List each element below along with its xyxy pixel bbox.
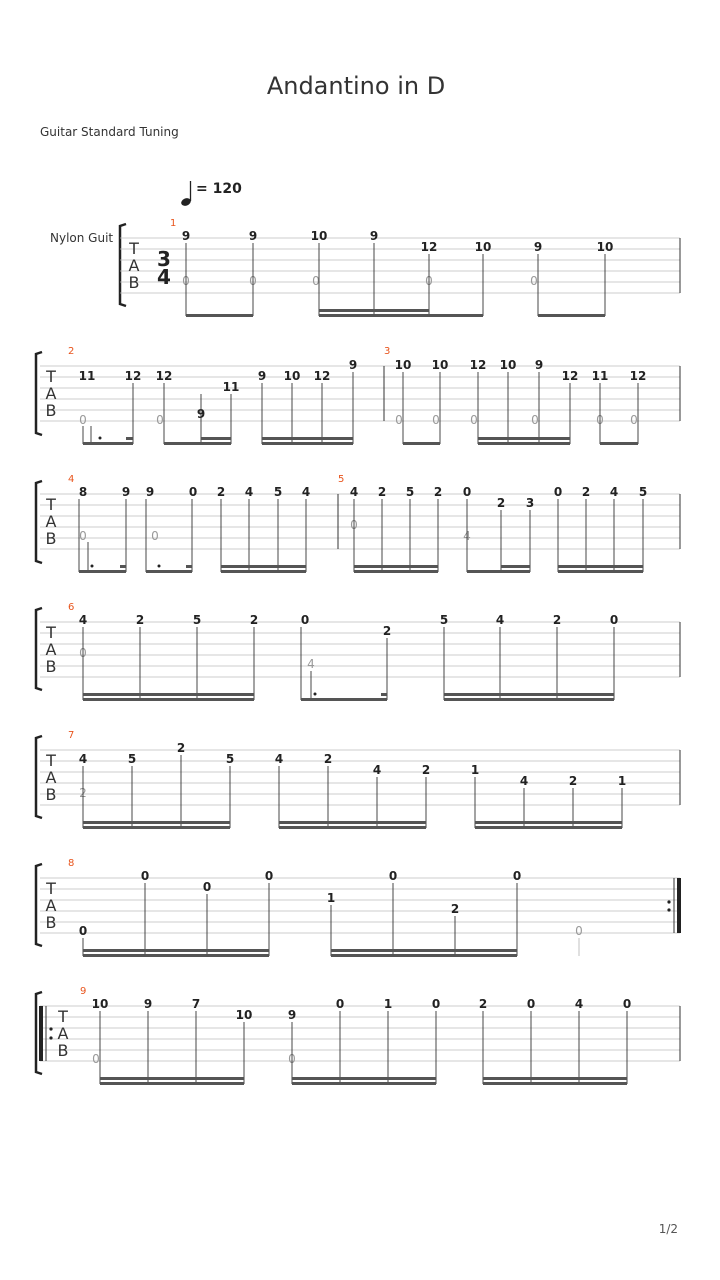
tab-letter-b: B [45, 657, 57, 676]
fret-number: 0 [78, 924, 88, 938]
tuning-label: Guitar Standard Tuning [40, 125, 179, 139]
fret-number: 10 [596, 240, 614, 254]
fret-number: 10 [474, 240, 492, 254]
fret-number: 0 [312, 274, 320, 288]
fret-number: 0 [622, 997, 632, 1011]
staff-lines [40, 622, 680, 677]
tab-letter-b: B [128, 273, 140, 292]
measure-number: 3 [384, 346, 391, 357]
tab-letter-a: A [45, 384, 57, 403]
fret-number: 4 [301, 485, 311, 499]
fret-number: 9 [145, 485, 155, 499]
fret-number: 10 [394, 358, 412, 372]
stems [83, 755, 622, 828]
fret-number: 0 [140, 869, 150, 883]
fret-number: 12 [629, 369, 647, 383]
fret-number: 5 [273, 485, 283, 499]
system-brace [36, 352, 42, 435]
fret-number: 5 [192, 613, 202, 627]
beams [186, 309, 605, 317]
fret-numbers [92, 997, 632, 1066]
tab-letter-a: A [128, 256, 140, 275]
fret-number: 12 [420, 240, 438, 254]
fret-number: 12 [124, 369, 142, 383]
fret-number: 1 [470, 763, 480, 777]
fret-number: 5 [439, 613, 449, 627]
fret-number: 0 [288, 1052, 296, 1066]
fret-number: 4 [495, 613, 505, 627]
fret-number: 0 [609, 613, 619, 627]
fret-number: 2 [478, 997, 488, 1011]
fret-number: 5 [127, 752, 137, 766]
page-number: 1/2 [658, 1222, 678, 1236]
fret-number: 2 [552, 613, 562, 627]
fret-number: 10 [499, 358, 517, 372]
system-3 [36, 474, 680, 573]
repeat-start-barline [39, 1006, 53, 1061]
fret-number: 0 [512, 869, 522, 883]
fret-number: 0 [470, 413, 478, 427]
staff-lines [40, 494, 680, 549]
fret-number: 2 [568, 774, 578, 788]
fret-number: 0 [575, 924, 583, 938]
stems [83, 627, 614, 700]
measure-number: 4 [68, 474, 75, 485]
tempo-marking [180, 181, 242, 207]
fret-number: 0 [630, 413, 638, 427]
measure-number: 7 [68, 730, 75, 741]
system-6 [36, 858, 681, 957]
beams [83, 437, 638, 446]
fret-number: 9 [533, 240, 543, 254]
fret-number: 2 [450, 902, 460, 916]
measure-number: 6 [68, 602, 75, 613]
fret-number: 0 [350, 518, 358, 532]
fret-number: 0 [79, 529, 87, 543]
system-brace [36, 864, 42, 946]
fret-number: 3 [525, 496, 535, 510]
fret-number: 9 [348, 358, 358, 372]
fret-number: 0 [431, 997, 441, 1011]
beams [100, 1077, 627, 1085]
fret-number: 12 [155, 369, 173, 383]
fret-number: 0 [388, 869, 398, 883]
fret-number: 0 [432, 413, 440, 427]
fret-number: 0 [526, 997, 536, 1011]
fret-number: 9 [369, 229, 379, 243]
dot [158, 565, 161, 568]
fret-number: 0 [531, 413, 539, 427]
fret-number: 10 [310, 229, 328, 243]
fret-number: 7 [191, 997, 201, 1011]
fret-number: 2 [176, 741, 186, 755]
fret-number: 0 [462, 485, 472, 499]
system-7 [36, 986, 680, 1085]
fret-number: 1 [383, 997, 393, 1011]
fret-number: 4 [78, 752, 88, 766]
tab-letter-t: T [129, 239, 139, 258]
beams [83, 693, 614, 702]
system-5 [36, 730, 680, 829]
fret-number: 2 [421, 763, 431, 777]
tab-letter-b: B [45, 785, 57, 804]
fret-number: 5 [638, 485, 648, 499]
fret-number: 4 [574, 997, 584, 1011]
fret-number: 4 [372, 763, 382, 777]
staff-lines [40, 878, 680, 933]
system-2 [36, 346, 680, 445]
measure-number: 8 [68, 858, 75, 869]
fret-number: 0 [79, 413, 87, 427]
tab-letter-t: T [46, 879, 56, 898]
instrument-label: Nylon Guit [50, 231, 114, 245]
fret-number: 5 [405, 485, 415, 499]
score-title: Andantino in D [266, 72, 446, 100]
fret-number: 2 [135, 613, 145, 627]
fret-number: 9 [248, 229, 258, 243]
fret-number: 11 [222, 380, 240, 394]
tab-letter-a: A [45, 896, 57, 915]
fret-number: 9 [287, 1008, 297, 1022]
beams [83, 949, 517, 957]
dot [99, 437, 102, 440]
tab-letter-a: A [45, 640, 57, 659]
fret-number: 9 [196, 407, 206, 421]
fret-number: 0 [530, 274, 538, 288]
system-brace [36, 608, 42, 690]
fret-number: 4 [609, 485, 619, 499]
fret-number: 2 [249, 613, 259, 627]
measure-number: 1 [170, 218, 177, 229]
tab-letter-t: T [46, 751, 56, 770]
fret-number: 0 [92, 1052, 100, 1066]
tab-letter-a: A [57, 1024, 69, 1043]
fret-number: 0 [395, 413, 403, 427]
fret-number: 11 [591, 369, 609, 383]
fret-number: 4 [463, 529, 471, 543]
fret-number: 12 [313, 369, 331, 383]
fret-number: 10 [91, 997, 109, 1011]
fret-number: 2 [433, 485, 443, 499]
measure-number: 9 [80, 986, 87, 997]
fret-number: 2 [216, 485, 226, 499]
tab-letter-b: B [45, 913, 57, 932]
staff-lines [40, 1006, 680, 1061]
fret-number: 0 [188, 485, 198, 499]
fret-number: 0 [202, 880, 212, 894]
fret-number: 11 [78, 369, 96, 383]
dot [91, 565, 94, 568]
fret-number: 4 [307, 657, 315, 671]
fret-number: 1 [617, 774, 627, 788]
tab-letter-a: A [45, 512, 57, 531]
tempo-value: = 120 [196, 181, 242, 197]
tab-letter-b: B [45, 529, 57, 548]
fret-number: 9 [143, 997, 153, 1011]
repeat-end-barline [667, 878, 681, 933]
fret-number: 0 [264, 869, 274, 883]
fret-number: 9 [534, 358, 544, 372]
fret-number: 10 [283, 369, 301, 383]
tab-letter-b: B [57, 1041, 69, 1060]
fret-number: 0 [151, 529, 159, 543]
fret-number: 2 [496, 496, 506, 510]
tab-letter-t: T [46, 367, 56, 386]
fret-number: 2 [581, 485, 591, 499]
tab-letter-b: B [45, 401, 57, 420]
fret-number: 0 [79, 646, 87, 660]
fret-number: 9 [181, 229, 191, 243]
measure-number: 5 [338, 474, 345, 485]
tab-letter-t: T [46, 495, 56, 514]
fret-number: 12 [561, 369, 579, 383]
fret-number: 2 [377, 485, 387, 499]
fret-number: 2 [79, 786, 87, 800]
tab-letter-t: T [58, 1007, 68, 1026]
fret-number: 0 [249, 274, 257, 288]
measure-number: 2 [68, 346, 75, 357]
tab-letter-a: A [45, 768, 57, 787]
fret-number: 0 [182, 274, 190, 288]
stems [100, 1011, 627, 1084]
dot [314, 693, 317, 696]
fret-number: 5 [225, 752, 235, 766]
fret-number: 9 [121, 485, 131, 499]
stems [79, 499, 643, 572]
beams [83, 821, 622, 829]
system-1 [120, 218, 680, 317]
fret-number: 0 [335, 997, 345, 1011]
fret-number: 4 [519, 774, 529, 788]
fret-number: 0 [300, 613, 310, 627]
system-brace [36, 736, 42, 818]
fret-number: 10 [235, 1008, 253, 1022]
fret-number: 10 [431, 358, 449, 372]
tab-letter-t: T [46, 623, 56, 642]
fret-number: 9 [257, 369, 267, 383]
time-signature-top: 3 [157, 247, 171, 271]
fret-number: 2 [382, 624, 392, 638]
system-4 [36, 602, 680, 701]
fret-number: 4 [274, 752, 284, 766]
fret-number: 2 [323, 752, 333, 766]
fret-number: 0 [553, 485, 563, 499]
fret-number: 0 [156, 413, 164, 427]
fret-number: 4 [244, 485, 254, 499]
fret-number: 12 [469, 358, 487, 372]
fret-number: 0 [596, 413, 604, 427]
fret-number: 0 [425, 274, 433, 288]
time-signature-bottom: 4 [157, 265, 171, 289]
system-brace [120, 224, 126, 306]
fret-number: 4 [349, 485, 359, 499]
fret-number: 1 [326, 891, 336, 905]
fret-number: 4 [78, 613, 88, 627]
system-brace [36, 481, 42, 563]
fret-number: 8 [78, 485, 88, 499]
